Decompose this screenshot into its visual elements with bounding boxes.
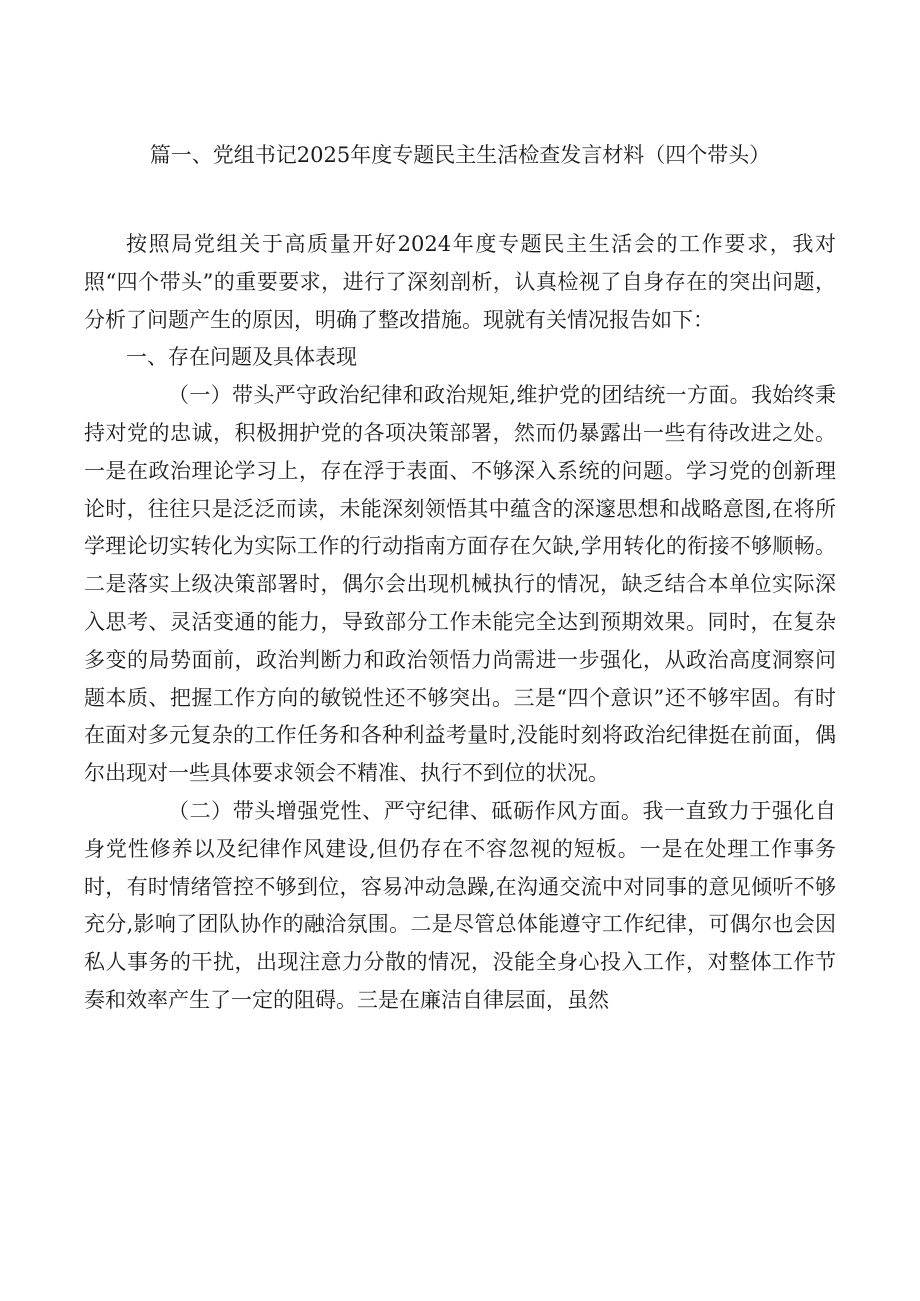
document-body [84,226,836,1020]
section-heading: 一、存在问题及具体表现 [126,345,357,370]
intro-paragraph: 按照局党组关于高质量开好2024年度专题民主生活会的工作要求，我对照“四个带头”的重要要求，进行了深刻剖析，认真检视了自身存在的突出问题，分析了问题产生的原因，明确了整改措施。现就有关情况报告如下： [84,232,836,332]
paragraph-item-2: （二）带头增强党性、严守纪律、砥砺作风方面。我一直致力于强化自身党性修养以及纪律作风建设,但仍存在不容忽视的短板。一是在处理工作事务时，有时情绪管控不够到位，容易冲动急躁,在沟通交流中对同事的意见倾听不够充分,影响了团队协作的融洽氛围。二是尽管总体能遵守工作纪律，可偶尔也会因私人事务的干扰，出现注意力分散的情况，没能全身心投入工作，对整体工作节奏和效率产生了一定的阻碍。三是在廉洁自律层面，虽然 [84,798,836,1012]
document-title: 篇一、党组书记2025年度专题民主生活检查发言材料（四个带头） [149,143,771,167]
paragraph-item-1: （一）带头严守政治纪律和政治规矩,维护党的团结统一方面。我始终秉持对党的忠诚，积极拥护党的各项决策部署，然而仍暴露出一些有待改进之处。一是在政治理论学习上，存在浮于表面、不够深入系统的问题。学习党的创新理论时，往往只是泛泛而读，未能深刻领悟其中蕴含的深邃思想和战略意图,在将所学理论切实转化为实际工作的行动指南方面存在欠缺,学用转化的衔接不够顺畅。二是落实上级决策部署时，偶尔会出现机械执行的情况，缺乏结合本单位实际深入思考、灵活变通的能力，导致部分工作未能完全达到预期效果。同时，在复杂多变的局势面前，政治判断力和政治领悟力尚需进一步强化，从政治高度洞察问题本质、把握工作方向的敏锐性还不够突出。三是“四个意识”还不够牢固。有时在面对多元复杂的工作任务和各种利益考量时,没能时刻将政治纪律挺在前面，偶尔出现对一些具体要求领会不精准、执行不到位的状况。 [84,383,836,786]
